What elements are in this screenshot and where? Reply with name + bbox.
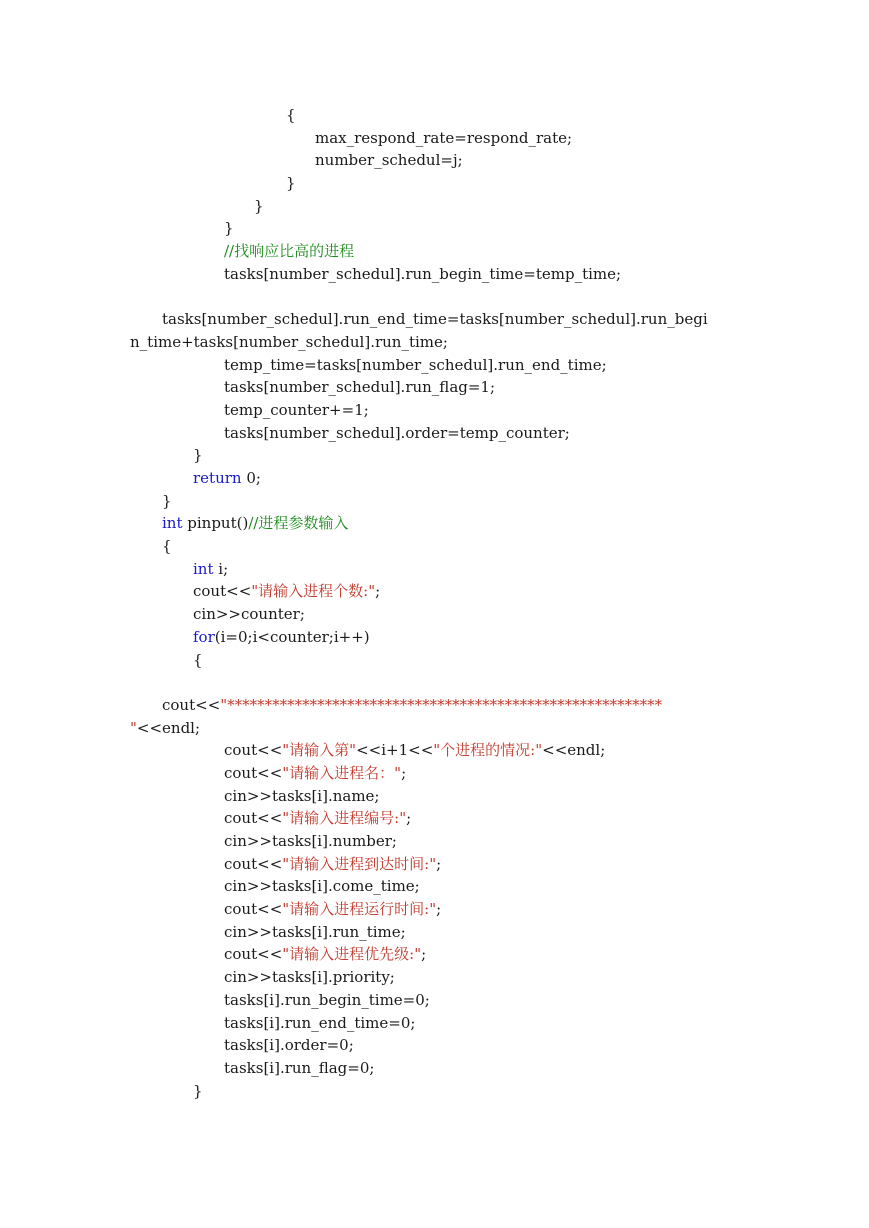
code-text: temp_counter+=1;: [224, 400, 369, 419]
code-line: [0, 739, 869, 762]
code-line: [0, 467, 869, 490]
code-line: [0, 649, 869, 672]
code-text: cout<<: [224, 763, 283, 782]
code-line: [0, 717, 869, 740]
code-text: cin>>tasks[i].run_time;: [224, 922, 406, 941]
code-text: tasks[i].order=0;: [224, 1036, 354, 1055]
code-text: {: [193, 650, 203, 669]
code-keyword: return: [193, 469, 242, 487]
code-line: [0, 195, 869, 218]
code-text: }: [224, 219, 234, 238]
code-text: i;: [213, 559, 229, 578]
code-text: tasks[number_schedul].order=temp_counter;: [224, 423, 570, 442]
code-text: tasks[i].run_begin_time=0;: [224, 990, 430, 1009]
code-text: tasks[number_schedul].run_begin_time=temp_time;: [224, 264, 622, 283]
code-line: [0, 762, 869, 785]
code-text: {: [162, 537, 172, 556]
code-text: cout<<: [224, 900, 283, 919]
code-line: [0, 308, 869, 331]
code-text: ;: [436, 900, 442, 919]
code-string: "请输入进程编号:": [282, 809, 407, 828]
code-text: }: [193, 1081, 203, 1100]
code-string: "请输入进程个数:": [251, 582, 376, 601]
code-text: 0;: [241, 469, 261, 487]
code-listing: [0, 104, 869, 1102]
code-line: [0, 989, 869, 1012]
code-text: tasks[i].run_end_time=0;: [224, 1013, 416, 1032]
code-keyword: int: [193, 559, 214, 578]
code-line: [0, 104, 869, 127]
code-text: }: [162, 491, 172, 510]
code-line: [0, 127, 869, 150]
code-text: cin>>tasks[i].come_time;: [224, 877, 420, 896]
code-string: "请输入进程优先级:": [282, 945, 422, 964]
code-keyword: int: [162, 514, 183, 533]
code-line: [0, 1080, 869, 1103]
code-text: ;: [421, 945, 427, 964]
code-text: cin>>tasks[i].name;: [224, 786, 380, 805]
code-text: tasks[number_schedul].run_end_time=tasks[number_schedul].run_begi: [162, 310, 708, 329]
code-line: [0, 1012, 869, 1035]
code-line: [0, 331, 869, 354]
code-text: number_schedul=j;: [315, 151, 463, 170]
code-line: [0, 263, 869, 286]
code-text: cin>>counter;: [193, 605, 305, 624]
code-text: <<endl;: [136, 718, 201, 737]
code-line: [0, 217, 869, 240]
code-line: [0, 943, 869, 966]
code-text: cout<<: [224, 741, 283, 760]
code-text: max_respond_rate=respond_rate;: [315, 128, 573, 147]
code-text: ;: [375, 582, 381, 601]
code-line: [0, 422, 869, 445]
code-string: "请输入进程到达时间:": [282, 854, 437, 873]
code-line: [0, 603, 869, 626]
code-text: cout<<: [193, 582, 252, 601]
code-line: [0, 535, 869, 558]
code-text: }: [254, 196, 264, 215]
code-string: "**********************************************************: [220, 695, 663, 714]
code-text: <<i+1<<: [356, 741, 434, 760]
code-line: [0, 240, 869, 263]
code-text: cout<<: [224, 854, 283, 873]
code-text: n_time+tasks[number_schedul].run_time;: [130, 332, 448, 351]
code-string: "请输入进程名：": [282, 763, 402, 782]
code-line: [0, 512, 869, 535]
code-line: [0, 875, 869, 898]
code-comment: //找响应比高的进程: [224, 242, 355, 261]
code-string: "个进程的情况:": [433, 741, 543, 760]
code-line: [0, 354, 869, 377]
code-text: (i=0;i<counter;i++): [214, 627, 370, 646]
code-line: [0, 830, 869, 853]
code-line: [0, 1057, 869, 1080]
code-line: [0, 399, 869, 422]
code-line: [0, 490, 869, 513]
code-string: "请输入进程运行时间:": [282, 900, 437, 919]
code-text: cout<<: [224, 945, 283, 964]
code-text: cout<<: [224, 809, 283, 828]
code-text: tasks[number_schedul].run_flag=1;: [224, 378, 496, 397]
code-line: [0, 898, 869, 921]
code-line: [0, 966, 869, 989]
code-comment: //进程参数输入: [248, 514, 349, 533]
code-string: "请输入第": [282, 741, 357, 760]
code-line: [0, 558, 869, 581]
code-line: [0, 694, 869, 717]
code-line: [0, 580, 869, 603]
code-text: ;: [406, 809, 412, 828]
code-text: tasks[i].run_flag=0;: [224, 1058, 375, 1077]
code-line: [0, 149, 869, 172]
code-keyword: for: [193, 627, 215, 646]
code-line: [0, 671, 869, 694]
code-text: cin>>tasks[i].priority;: [224, 968, 395, 987]
code-line: [0, 807, 869, 830]
code-text: cin>>tasks[i].number;: [224, 832, 397, 850]
code-text: }: [193, 446, 203, 465]
code-line: [0, 626, 869, 649]
code-line: [0, 785, 869, 808]
code-line: [0, 921, 869, 944]
code-line: [0, 853, 869, 876]
code-line: [0, 1034, 869, 1057]
code-line: [0, 286, 869, 309]
code-text: <<endl;: [542, 741, 606, 760]
code-text: ;: [436, 854, 442, 873]
code-text: temp_time=tasks[number_schedul].run_end_time;: [224, 355, 607, 374]
code-line: [0, 172, 869, 195]
code-line: [0, 444, 869, 467]
code-text: {: [286, 106, 296, 124]
code-string: ": [130, 718, 137, 737]
code-text: pinput(): [182, 514, 249, 533]
code-line: [0, 376, 869, 399]
code-text: ;: [401, 763, 407, 782]
code-text: }: [286, 174, 296, 193]
code-text: cout<<: [162, 695, 221, 714]
